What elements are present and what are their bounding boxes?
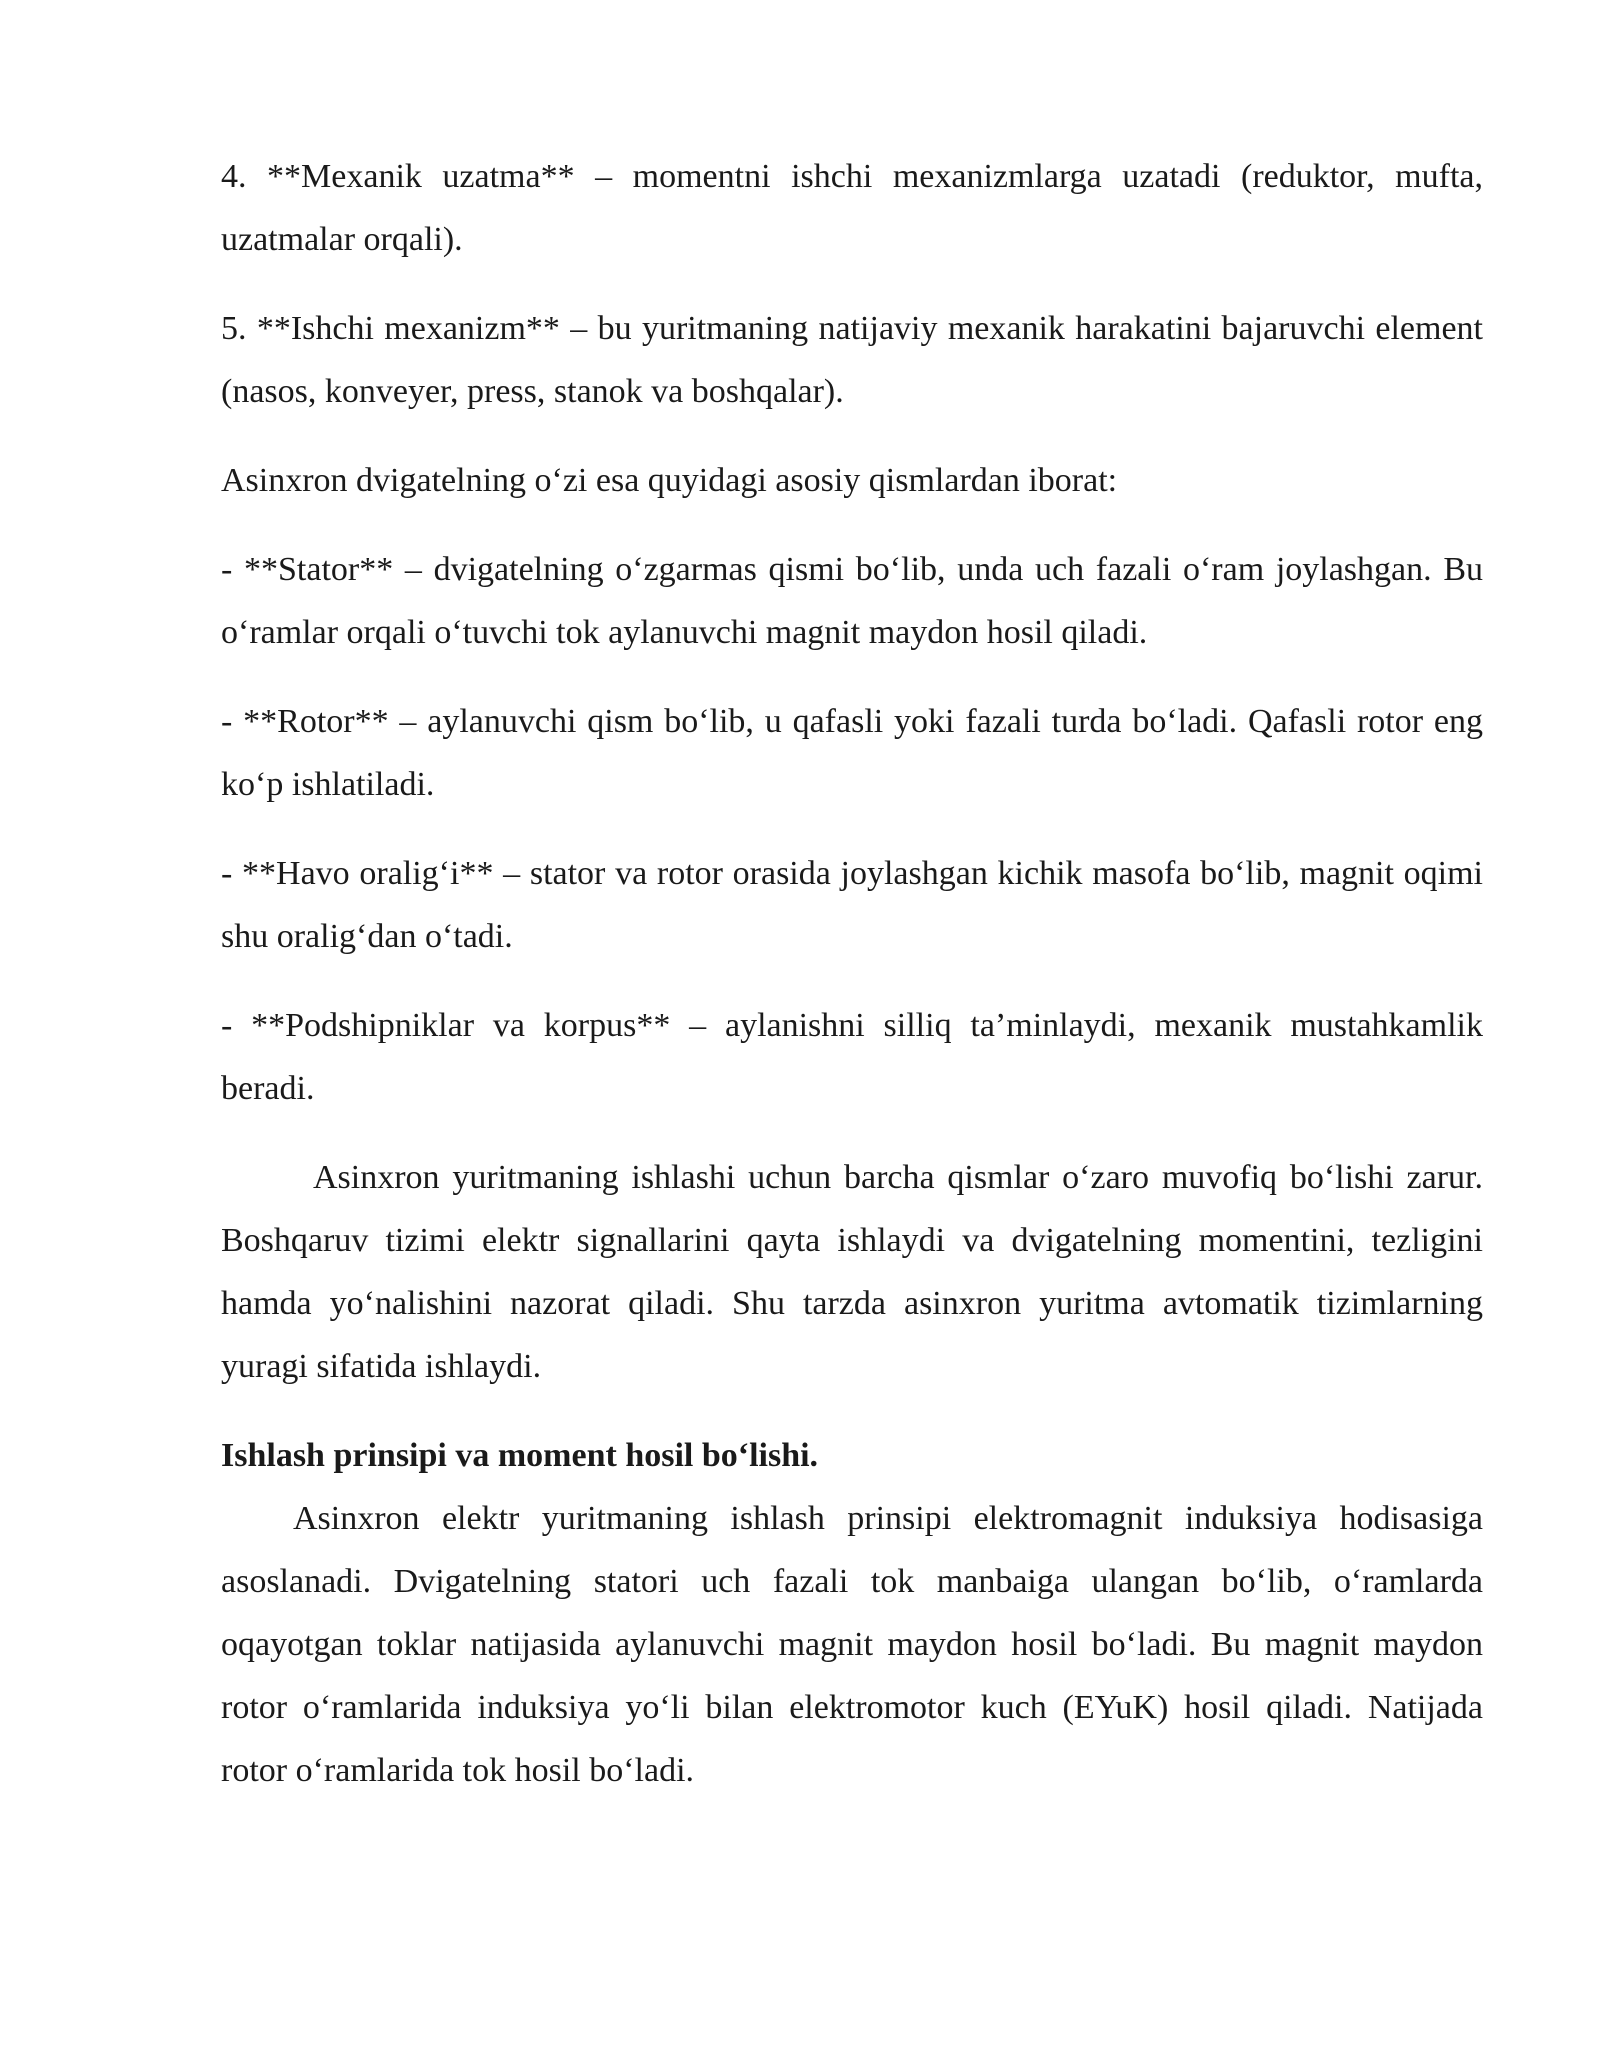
paragraph-motor-parts-intro: Asinxron dvigatelning o‘zi esa quyidagi asosiy qismlardan iborat: <box>221 462 1118 499</box>
paragraph-summary: Asinxron yuritmaning ishlashi uchun barcha qismlar o‘zaro muvofiq bo‘lishi zarur. Boshqaruv tizimi elektr signallarini qayta ishlaydi va dvigatelning momentini, tezligini hamda yo‘nalishini nazorat qiladi. Shu tarzda asinxron yuritma avtomatik tizimlarning yuragi sifatida ishlaydi. <box>221 1159 1483 1385</box>
paragraph-stator: - **Stator** – dvigatelning o‘zgarmas qismi bo‘lib, unda uch fazali o‘ram joylashgan. Bu o‘ramlar orqali o‘tuvchi tok aylanuvchi magnit maydon hosil qiladi. <box>221 551 1483 651</box>
paragraph-mexanik-uzatma: 4. **Mexanik uzatma** – momentni ishchi mexanizmlarga uzatadi (reduktor, mufta, uzatmalar orqali). <box>221 158 1483 258</box>
paragraph-podshipniklar: - **Podshipniklar va korpus** – aylanishni silliq ta’minlaydi, mexanik mustahkamlik beradi. <box>221 1007 1483 1107</box>
paragraph-havo-oraligi: - **Havo oralig‘i** – stator va rotor orasida joylashgan kichik masofa bo‘lib, magnit oqimi shu oralig‘dan o‘tadi. <box>221 855 1483 955</box>
paragraph-rotor: - **Rotor** – aylanuvchi qism bo‘lib, u qafasli yoki fazali turda bo‘ladi. Qafasli rotor eng ko‘p ishlatiladi. <box>221 703 1483 803</box>
section-body: Asinxron elektr yuritmaning ishlash prinsipi elektromagnit induksiya hodisasiga asoslanadi. Dvigatelning statori uch fazali tok manbaiga ulangan bo‘lib, o‘ramlarda oqayotgan toklar natijasida aylanuvchi magnit maydon hosil bo‘ladi. Bu magnit maydon rotor o‘ramlarida induksiya yo‘li bilan elektromotor kuch (EYuK) hosil qiladi. Natijada rotor o‘ramlarida tok hosil bo‘ladi. <box>221 1500 1483 1789</box>
paragraph-ishchi-mexanizm: 5. **Ishchi mexanizm** – bu yuritmaning natijaviy mexanik harakatini bajaruvchi element (nasos, konveyer, press, stanok va boshqalar). <box>221 310 1483 410</box>
document-page <box>221 145 1483 1802</box>
section-heading: Ishlash prinsipi va moment hosil bo‘lishi. <box>221 1437 819 1474</box>
